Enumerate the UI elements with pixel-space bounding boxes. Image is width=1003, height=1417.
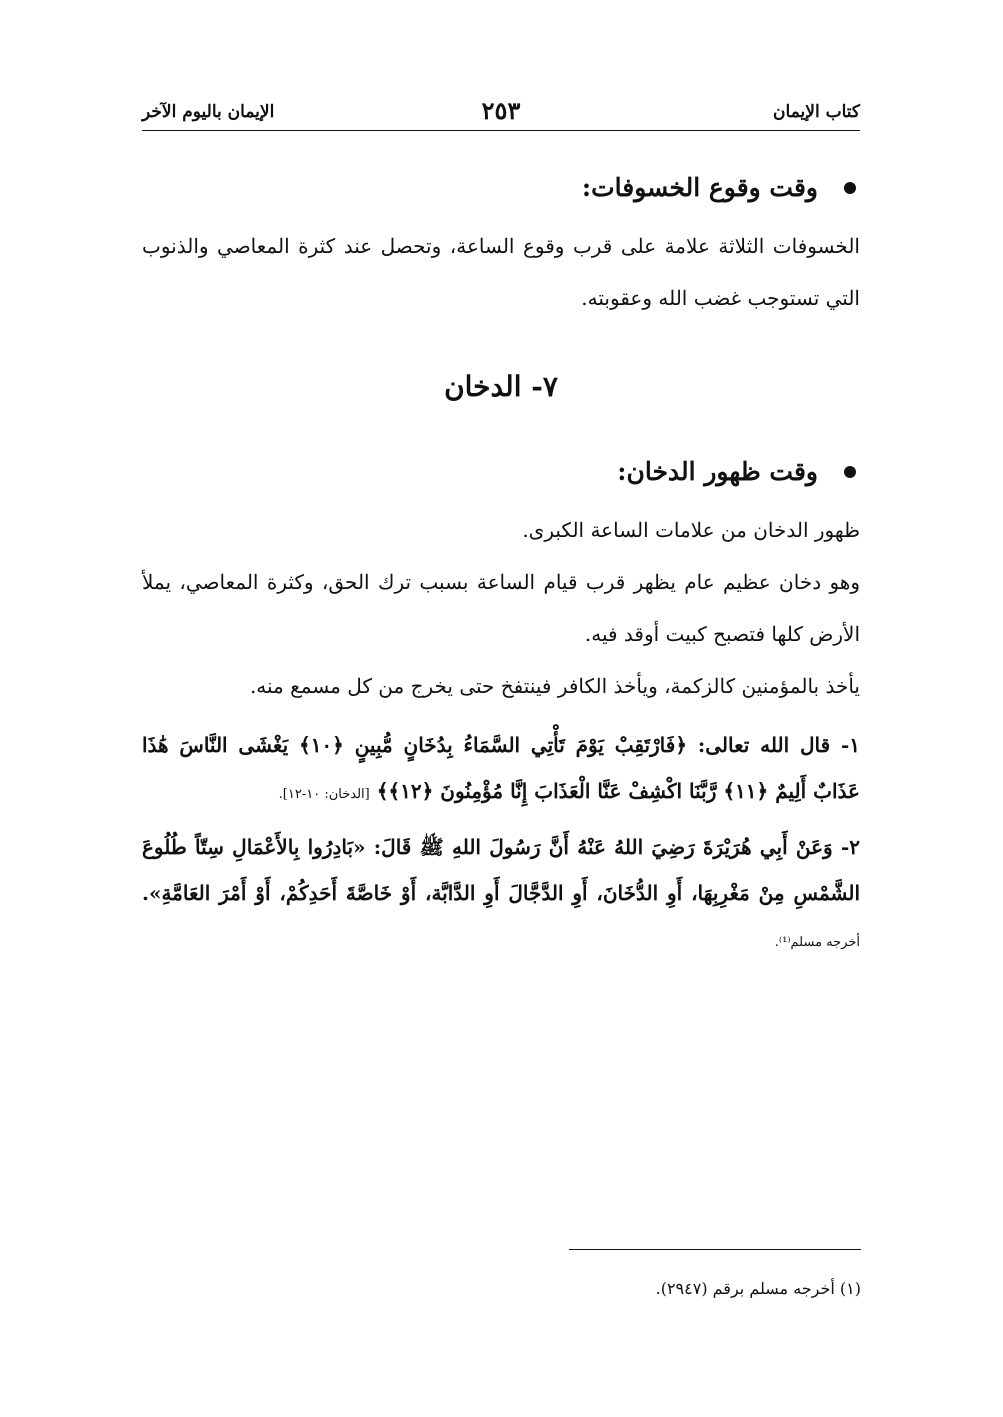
quran-evidence bbox=[142, 722, 860, 818]
quran-verse: ١- قال الله تعالى: ﴿فَارْتَقِبْ يَوْمَ تَأْتِي السَّمَاءُ بِدُخَانٍ مُّبِينٍ ﴿١٠﴾ يَغْشَى النَّاسَ هَٰذَا عَذَابٌ أَلِيمٌ ﴿١١﴾ رَّبَّنَا اكْشِفْ عَنَّا الْعَذَابَ إِنَّا مُؤْمِنُونَ ﴿١٢﴾﴾ bbox=[142, 733, 860, 803]
page-number: ٢٥٣ bbox=[481, 96, 521, 125]
footnote: (١) أخرجه مسلم برقم (٢٩٤٧). bbox=[655, 1279, 861, 1298]
running-header bbox=[142, 98, 860, 132]
subheading-smoke bbox=[142, 452, 860, 492]
hadith-text: ٢- وَعَنْ أَبِي هُرَيْرَةَ رَضِيَ اللهُ عَنْهُ أَنَّ رَسُولَ اللهِ ﷺ قَالَ: «بَادِرُوا بِالأَعْمَالِ سِتّاً طُلُوعَ الشَّمْسِ مِنْ مَغْرِبِهَا، أَوِ الدُّخَانَ، أَوِ الدَّجَّالَ أَوِ الدَّابَّة، أَوْ خَاصَّةَ أَحَدِكُمْ، أَوْ أَمْرَ العَامَّةِ». bbox=[142, 835, 860, 905]
chapter-title: الإيمان باليوم الآخر bbox=[142, 102, 275, 122]
book-title: كتاب الإيمان bbox=[773, 102, 860, 122]
hadith-reference: أخرجه مسلم⁽¹⁾. bbox=[774, 935, 860, 950]
quran-reference: [الدخان: ١٠-١٢]. bbox=[278, 787, 370, 802]
smoke-paragraph-2: وهو دخان عظيم عام يظهر قرب قيام الساعة بسبب ترك الحق، وكثرة المعاصي، يملأ الأرض كلها فتصبح كبيت أوقد فيه. bbox=[142, 570, 860, 646]
footnote-divider bbox=[569, 1249, 861, 1250]
page-body bbox=[142, 160, 860, 966]
subheading-eclipses bbox=[142, 168, 860, 208]
bullet-icon bbox=[844, 466, 856, 478]
header-divider bbox=[142, 130, 860, 131]
subheading-text: وقت وقوع الخسوفات: bbox=[581, 173, 818, 202]
eclipses-paragraph: الخسوفات الثلاثة علامة على قرب وقوع الساعة، وتحصل عند كثرة المعاصي والذنوب التي تستوجب غضب الله وعقوبته. bbox=[142, 234, 860, 310]
subheading-text: وقت ظهور الدخان: bbox=[617, 457, 818, 486]
smoke-paragraph-3: يأخذ بالمؤمنين كالزكمة، ويأخذ الكافر فينتفخ حتى يخرج من كل مسمع منه. bbox=[249, 674, 860, 698]
smoke-paragraph-1: ظهور الدخان من علامات الساعة الكبرى. bbox=[522, 518, 860, 542]
bullet-icon bbox=[844, 182, 856, 194]
hadith-evidence bbox=[142, 824, 860, 966]
section-title-smoke: ٧- الدخان bbox=[444, 370, 558, 403]
